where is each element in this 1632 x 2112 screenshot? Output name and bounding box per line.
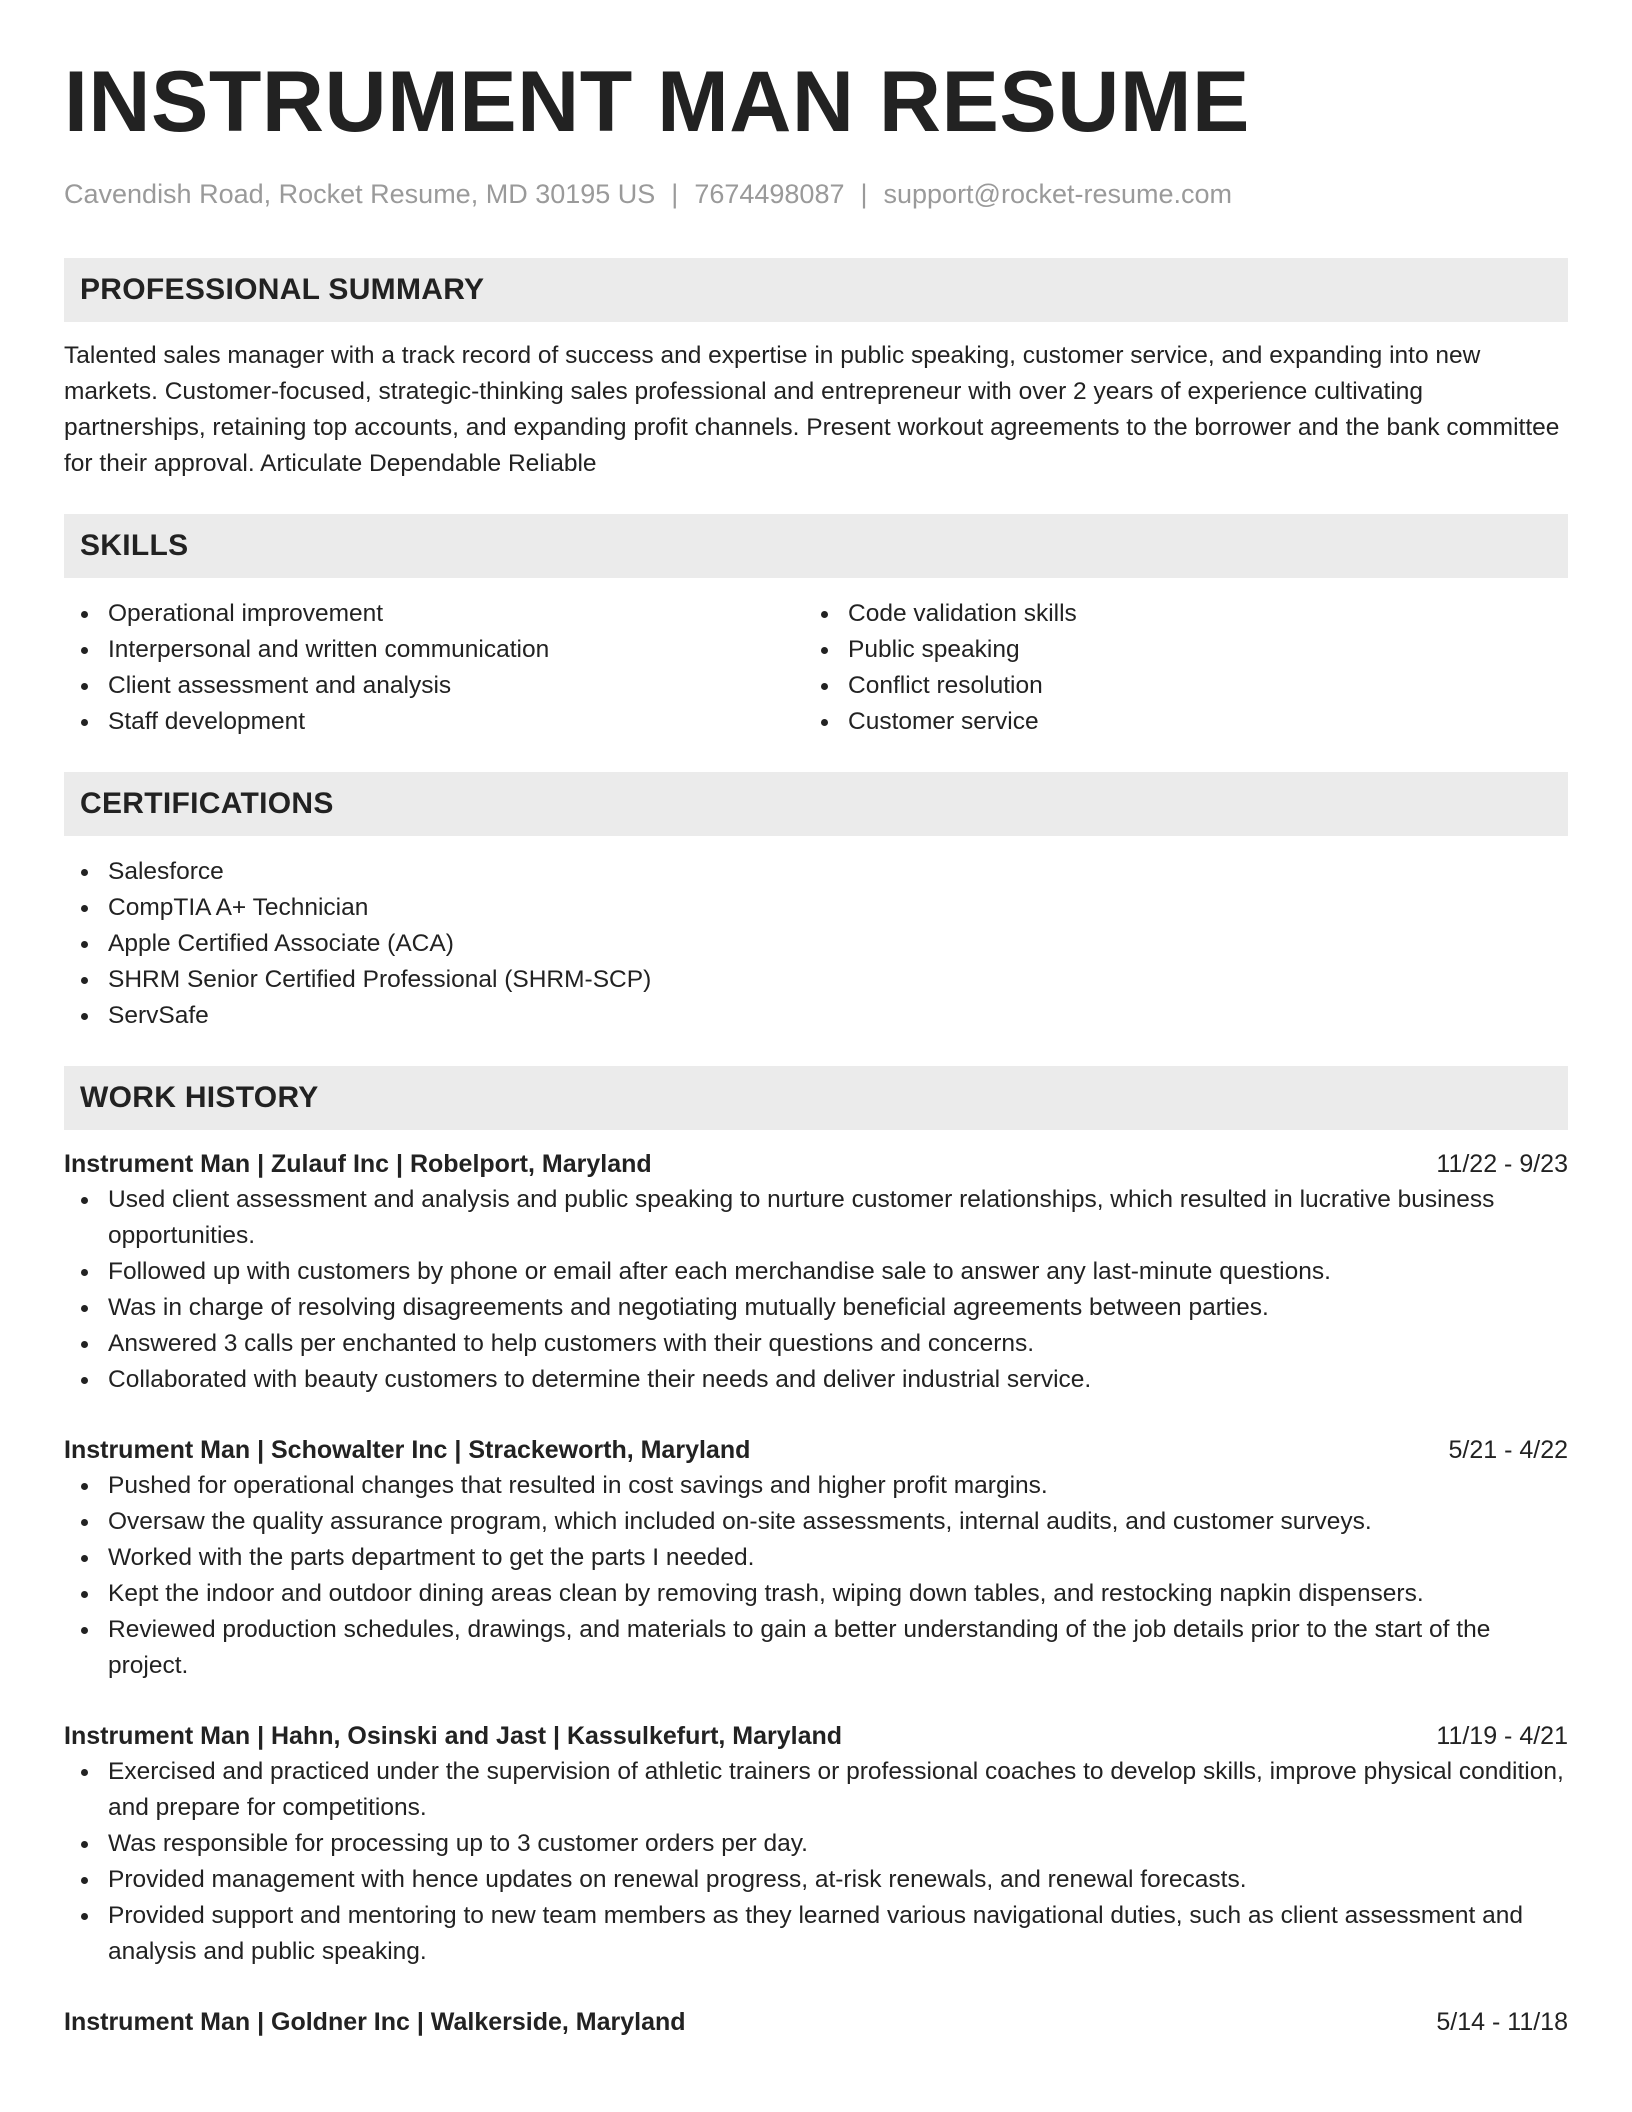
contact-phone: 7674498087 bbox=[694, 179, 845, 209]
job-bullet: Was responsible for processing up to 3 customer orders per day. bbox=[108, 1826, 1568, 1862]
contact-address: Cavendish Road, Rocket Resume, MD 30195 US bbox=[64, 179, 656, 209]
contact-separator: | bbox=[860, 179, 868, 209]
job-bullet: Reviewed production schedules, drawings, and materials to gain a better understanding of the job details prior to the start of the project. bbox=[108, 1612, 1568, 1684]
resume-title: INSTRUMENT MAN RESUME bbox=[64, 54, 1250, 150]
skills-column-right bbox=[804, 596, 1544, 740]
job-entry bbox=[64, 1718, 1568, 1970]
job-header bbox=[64, 2004, 1568, 2040]
certification-item: SHRM Senior Certified Professional (SHRM-SCP) bbox=[108, 962, 1568, 998]
section-header-skills: SKILLS bbox=[64, 514, 1568, 578]
job-bullets bbox=[64, 1468, 1568, 1684]
job-bullet: Collaborated with beauty customers to determine their needs and deliver industrial service. bbox=[108, 1362, 1568, 1398]
job-bullets bbox=[64, 1182, 1568, 1398]
skill-item: Operational improvement bbox=[108, 596, 804, 632]
job-bullet: Oversaw the quality assurance program, which included on-site assessments, internal audits, and customer surveys. bbox=[108, 1504, 1568, 1540]
job-bullet: Pushed for operational changes that resulted in cost savings and higher profit margins. bbox=[108, 1468, 1568, 1504]
job-entry bbox=[64, 1146, 1568, 1398]
job-dates: 5/21 - 4/22 bbox=[1448, 1436, 1568, 1464]
job-bullet: Worked with the parts department to get the parts I needed. bbox=[108, 1540, 1568, 1576]
certification-item: Apple Certified Associate (ACA) bbox=[108, 926, 1568, 962]
summary-text: Talented sales manager with a track record of success and expertise in public speaking, customer service, and expanding into new markets. Customer-focused, strategic-thinking sales professional and entrepreneur with over 2 years of experience cultivating partnerships, retaining top accounts, and expanding profit channels. Present workout agreements to the borrower and the bank committee for their approval. Articulate Dependable Reliable bbox=[64, 342, 1560, 477]
job-bullet: Provided support and mentoring to new team members as they learned various navigational duties, such as client assessment and analysis and public speaking. bbox=[108, 1898, 1568, 1970]
section-header-work-history: WORK HISTORY bbox=[64, 1066, 1568, 1130]
skill-item: Client assessment and analysis bbox=[108, 668, 804, 704]
contact-email: support@rocket-resume.com bbox=[883, 179, 1233, 209]
job-entry bbox=[64, 1432, 1568, 1684]
job-bullet: Provided management with hence updates on renewal progress, at-risk renewals, and renewal forecasts. bbox=[108, 1862, 1568, 1898]
job-dates: 5/14 - 11/18 bbox=[1436, 2008, 1568, 2036]
section-header-summary: PROFESSIONAL SUMMARY bbox=[64, 258, 1568, 322]
skill-item: Code validation skills bbox=[848, 596, 1544, 632]
skills-grid bbox=[64, 596, 1568, 740]
skill-item: Public speaking bbox=[848, 632, 1544, 668]
certification-item: ServSafe bbox=[108, 998, 1568, 1034]
job-header bbox=[64, 1718, 1568, 1754]
job-title: Instrument Man | Goldner Inc | Walkerside, Maryland bbox=[64, 2008, 686, 2036]
job-title: Instrument Man | Hahn, Osinski and Jast | Kassulkefurt, Maryland bbox=[64, 1722, 843, 1750]
job-title: Instrument Man | Zulauf Inc | Robelport, Maryland bbox=[64, 1150, 652, 1178]
job-bullet: Followed up with customers by phone or email after each merchandise sale to answer any last-minute questions. bbox=[108, 1254, 1568, 1290]
job-bullets bbox=[64, 1754, 1568, 1970]
job-dates: 11/19 - 4/21 bbox=[1436, 1722, 1568, 1750]
job-title: Instrument Man | Schowalter Inc | Strackeworth, Maryland bbox=[64, 1436, 751, 1464]
job-header bbox=[64, 1432, 1568, 1468]
job-header bbox=[64, 1146, 1568, 1182]
certifications-list bbox=[64, 854, 1568, 1034]
certification-item: Salesforce bbox=[108, 854, 1568, 890]
job-bullet: Answered 3 calls per enchanted to help customers with their questions and concerns. bbox=[108, 1326, 1568, 1362]
job-bullet: Was in charge of resolving disagreements and negotiating mutually beneficial agreements between parties. bbox=[108, 1290, 1568, 1326]
skill-item: Conflict resolution bbox=[848, 668, 1544, 704]
job-bullet: Kept the indoor and outdoor dining areas clean by removing trash, wiping down tables, and restocking napkin dispensers. bbox=[108, 1576, 1568, 1612]
job-entry bbox=[64, 2004, 1568, 2040]
skill-item: Customer service bbox=[848, 704, 1544, 740]
job-dates: 11/22 - 9/23 bbox=[1436, 1150, 1568, 1178]
job-bullet: Exercised and practiced under the supervision of athletic trainers or professional coaches to develop skills, improve physical condition, and prepare for competitions. bbox=[108, 1754, 1568, 1826]
certification-item: CompTIA A+ Technician bbox=[108, 890, 1568, 926]
skill-item: Interpersonal and written communication bbox=[108, 632, 804, 668]
skills-column-left bbox=[64, 596, 804, 740]
skill-item: Staff development bbox=[108, 704, 804, 740]
job-bullet: Used client assessment and analysis and public speaking to nurture customer relationships, which resulted in lucrative business opportunities. bbox=[108, 1182, 1568, 1254]
skills-list-right bbox=[804, 596, 1544, 740]
skills-list-left bbox=[64, 596, 804, 740]
contact-separator: | bbox=[671, 179, 679, 209]
contact-line bbox=[64, 176, 1568, 212]
section-header-certifications: CERTIFICATIONS bbox=[64, 772, 1568, 836]
